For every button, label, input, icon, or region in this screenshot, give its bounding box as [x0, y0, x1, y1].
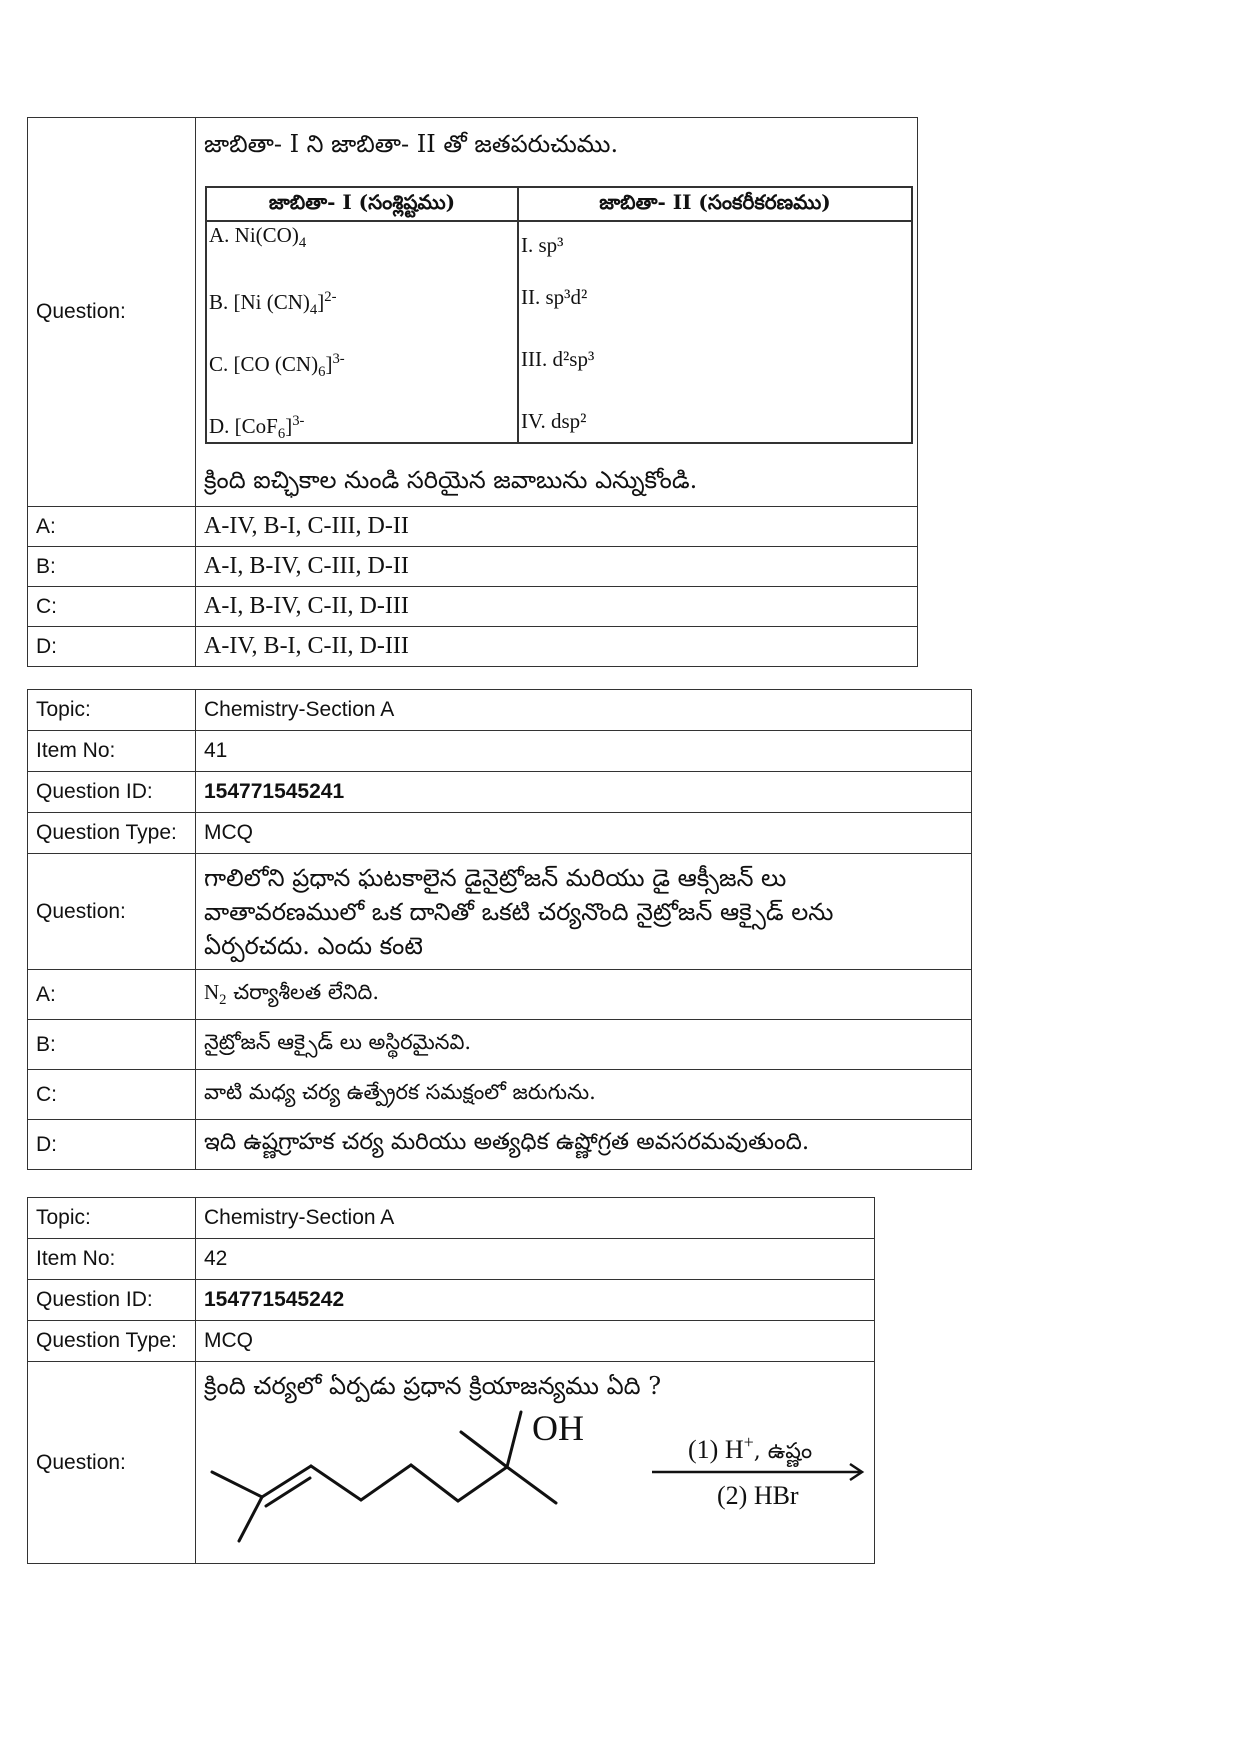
list1-item: A. $Ni(CO)_4$ [209, 223, 307, 252]
list2-item: IV. dsp² [521, 409, 587, 433]
topic-value: Chemistry-Section A [196, 1198, 875, 1239]
match-table [205, 186, 913, 444]
list2-item: I. sp³ [521, 233, 564, 257]
item-no-value: 41 [196, 731, 972, 772]
question-type-label: Question Type: [28, 813, 196, 854]
question-42-table [27, 1197, 875, 1564]
option-label-d: D: [28, 627, 196, 667]
reagent-1: (1) $H^+_{, ఉష్ణం}$ [688, 1432, 813, 1464]
list1-header: జాబితా- I (సంశ్లిష్టము) [206, 187, 518, 221]
topic-row [28, 1198, 875, 1239]
topic-row [28, 690, 972, 731]
question-41-table [27, 689, 972, 1170]
question-line: వాతావరణములో ఒక దానితో ఒకటి చర్యనొంది నైట్రోజన్ ఆక్సైడ్ లను [204, 897, 834, 926]
question-id-row [28, 772, 972, 813]
option-a-text: A-IV, B-I, C-III, D-II [196, 507, 918, 547]
question-cell [196, 1362, 875, 1564]
question-cell [196, 118, 918, 507]
question-type-label: Question Type: [28, 1321, 196, 1362]
item-no-value: 42 [196, 1239, 875, 1280]
option-row-b [28, 1020, 972, 1070]
topic-label: Topic: [28, 690, 196, 731]
option-label-a: A: [28, 970, 196, 1020]
option-b-text: A-I, B-IV, C-III, D-II [196, 547, 918, 587]
question-prompt: జాబితా- I ని జాబితా- II తో జతపరుచుము. [204, 130, 619, 158]
reaction-scheme [204, 1408, 884, 1558]
option-b-text: నైట్రోజన్ ఆక్సైడ్ లు అస్థిరమైనవి. [196, 1020, 972, 1070]
option-d-text: A-IV, B-I, C-II, D-III [196, 627, 918, 667]
list2-column [518, 221, 912, 443]
list2-header: జాబితా- II (సంకరీకరణము) [518, 187, 912, 221]
question-type-row [28, 1321, 875, 1362]
item-no-label: Item No: [28, 731, 196, 772]
option-row-a [28, 507, 918, 547]
option-label-a: A: [28, 507, 196, 547]
list1-item: B. [Ni $(CN)_4]^{2-}$ [209, 289, 337, 319]
reagent-2: (2) HBr [717, 1481, 799, 1510]
list1-item: C. [CO $(CN)_6]^{3-}$ [209, 351, 345, 381]
option-d-text: ఇది ఉష్ణగ్రాహక చర్య మరియు అత్యధిక ఉష్ణోగ్రత అవసరమవుతుంది. [196, 1120, 972, 1170]
question-id-row [28, 1280, 875, 1321]
question-type-value: MCQ [196, 813, 972, 854]
skeletal-structure [212, 1412, 556, 1541]
option-label-c: C: [28, 587, 196, 627]
question-line: ఏర్పరచదు. ఎందు కంటె [204, 931, 423, 960]
question-row [28, 1362, 875, 1564]
item-no-row [28, 1239, 875, 1280]
option-row-c [28, 587, 918, 627]
question-40-table [27, 117, 918, 667]
item-no-label: Item No: [28, 1239, 196, 1280]
question-text [196, 854, 972, 970]
topic-label: Topic: [28, 1198, 196, 1239]
option-row-c [28, 1070, 972, 1120]
option-label-c: C: [28, 1070, 196, 1120]
list2-item: II. sp³d² [521, 285, 588, 309]
list1-item: D. $[CoF_6]^{3-}$ [209, 413, 305, 443]
question-row [28, 854, 972, 970]
option-row-a [28, 970, 972, 1020]
question-prompt: క్రింది చర్యలో ఏర్పడు ప్రధాన క్రియాజన్యము ఏది ? [204, 1372, 662, 1400]
question-label: Question: [28, 118, 196, 507]
option-label-b: B: [28, 547, 196, 587]
option-row-d [28, 1120, 972, 1170]
question-id-value: 154771545242 [196, 1280, 875, 1321]
option-row-b [28, 547, 918, 587]
option-c-text: A-I, B-IV, C-II, D-III [196, 587, 918, 627]
option-row-d [28, 627, 918, 667]
question-id-value: 154771545241 [196, 772, 972, 813]
option-a-text: $N_2$ చర్యాశీలత లేనిది. [196, 970, 972, 1020]
item-no-row [28, 731, 972, 772]
topic-value: Chemistry-Section A [196, 690, 972, 731]
question-line: గాలిలోని ప్రధాన ఘటకాలైన డైనైట్రోజన్ మరియు డై ఆక్సీజన్ లు [204, 863, 787, 892]
question-id-label: Question ID: [28, 772, 196, 813]
question-label: Question: [28, 854, 196, 970]
question-label: Question: [28, 1362, 196, 1564]
question-id-label: Question ID: [28, 1280, 196, 1321]
question-instruction: క్రింది ఐచ్ఛికాల నుండి సరియైన జవాబును ఎన్నుకోండి. [204, 466, 698, 494]
question-type-value: MCQ [196, 1321, 875, 1362]
oh-label: OH [532, 1408, 584, 1448]
question-type-row [28, 813, 972, 854]
option-c-text: వాటి మధ్య చర్య ఉత్ప్రేరక సమక్షంలో జరుగును. [196, 1070, 972, 1120]
question-row [28, 118, 918, 507]
option-label-d: D: [28, 1120, 196, 1170]
list1-column [206, 221, 518, 443]
list2-item: III. d²sp³ [521, 347, 595, 371]
option-label-b: B: [28, 1020, 196, 1070]
